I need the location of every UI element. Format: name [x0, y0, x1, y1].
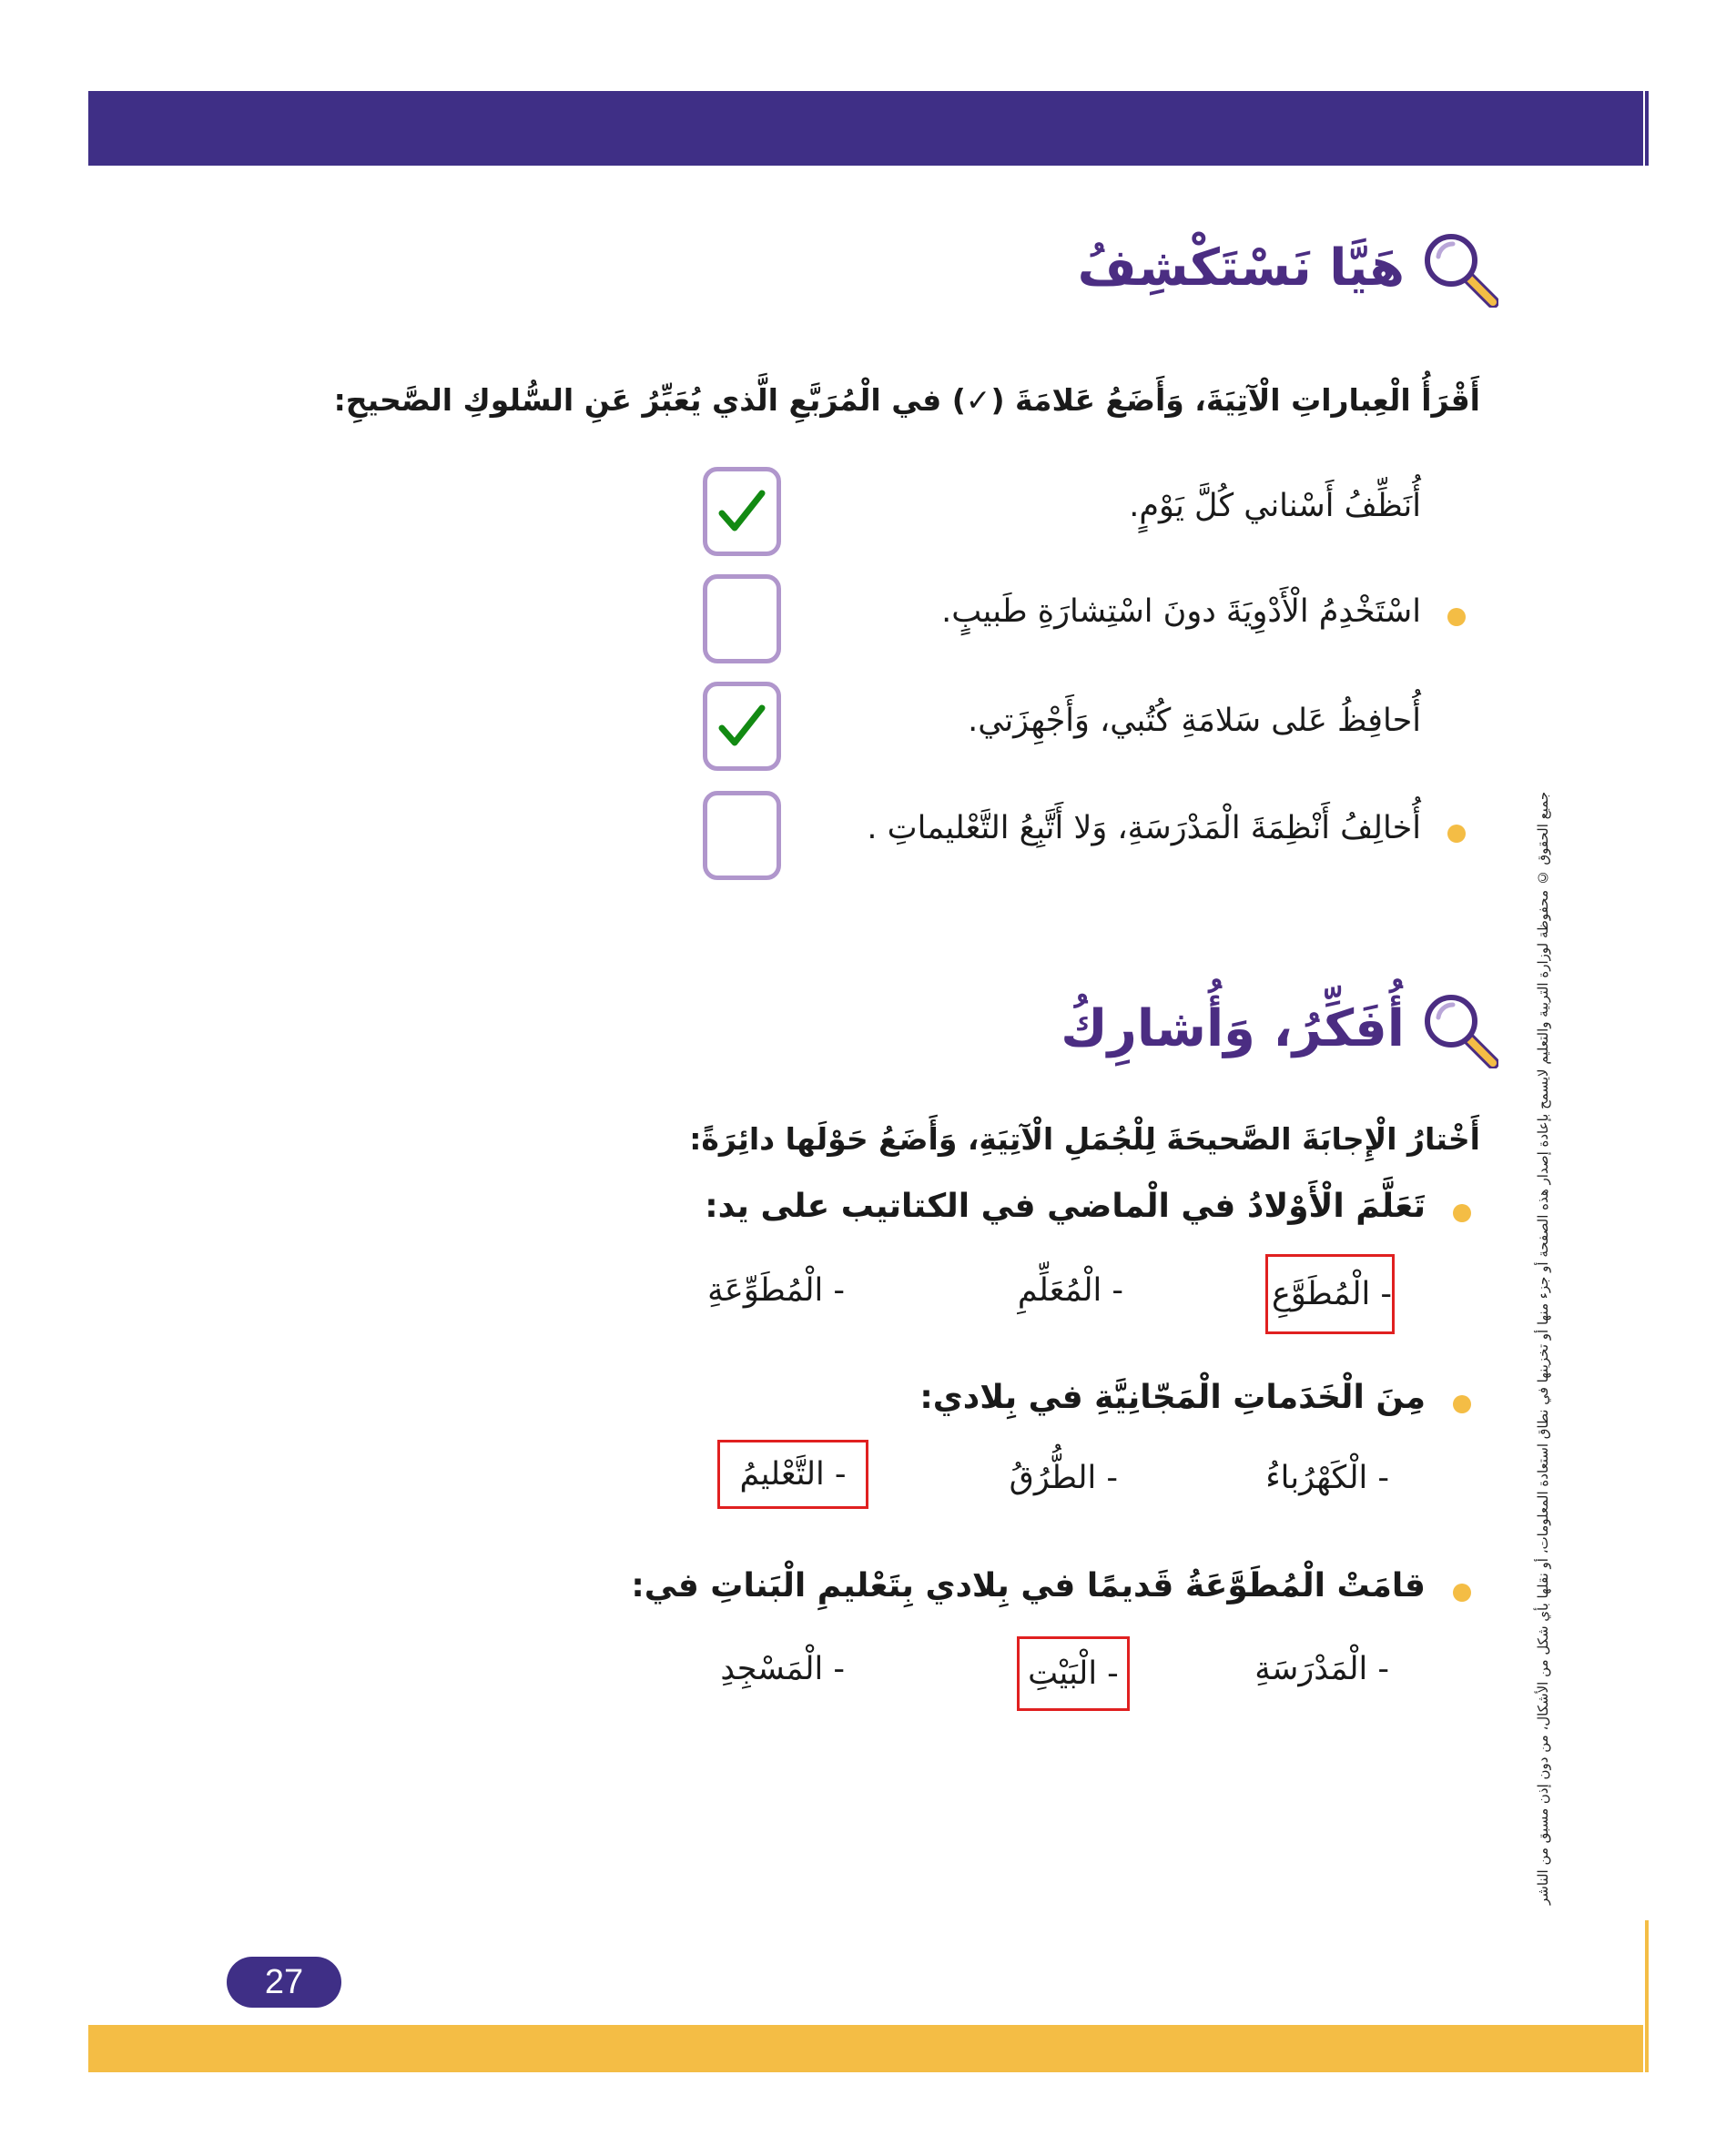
instruction-think-share: أَخْتارُ الْإِجابَةَ الصَّحيحَةَ لِلْجُمَلِ الْآتِيَةِ، وَأَضَعُ حَوْلَها دائِرَةً:	[689, 1121, 1480, 1157]
page-number: 27	[227, 1957, 341, 2008]
item-text-1: أُنَظِّفُ أَسْناني كُلَّ يَوْمٍ.	[1129, 488, 1421, 524]
bullet-icon	[1453, 1204, 1471, 1222]
option-2-1[interactable]: - الْكَهْرُباءُ	[1265, 1460, 1389, 1496]
checkbox-3[interactable]	[703, 682, 781, 771]
bullet-icon	[1453, 1584, 1471, 1602]
bullet-icon	[1447, 608, 1466, 626]
top-banner-edge	[1645, 91, 1649, 166]
checkbox-1[interactable]	[703, 467, 781, 556]
item-text-3: أُحافِظُ عَلى سَلامَةِ كُتُبي، وَأَجْهِزَتي.	[968, 703, 1421, 739]
option-1-1-selected[interactable]: - الْمُطَوَّعِ	[1265, 1254, 1395, 1334]
copyright-note: جميع الحقوق © محفوظة لوزارة التربية والتعليم لايسمح بإعادة إصدار هذه الصفحة أو جزء منها أو تخزينها في نطاق استعادة المعلومات، أو نقلها بأي شكل من الأشكال، من دون إذن مسبق من الناشر	[1535, 792, 1551, 1906]
section-title-think-share: أُفَكِّرُ، وَأُشارِكُ	[1061, 999, 1405, 1058]
top-banner	[88, 91, 1643, 166]
checkmark-icon	[716, 486, 767, 537]
question-1: تَعَلَّمَ الْأَوْلادُ في الْماضي في الكتاتيب على يد:	[705, 1188, 1426, 1225]
bullet-icon	[1453, 1395, 1471, 1413]
option-3-2-selected[interactable]: - الْبَيْتِ	[1017, 1636, 1130, 1711]
option-2-3-selected[interactable]: - التَّعْليمُ	[717, 1440, 868, 1509]
option-2-2[interactable]: - الطُّرُقُ	[1009, 1460, 1118, 1496]
option-1-3[interactable]: - الْمُطَوِّعَةِ	[707, 1272, 845, 1309]
option-3-1[interactable]: - الْمَدْرَسَةِ	[1254, 1651, 1389, 1687]
option-1-2[interactable]: - الْمُعَلِّمِ	[1017, 1272, 1123, 1309]
bottom-banner-edge	[1645, 1920, 1649, 2072]
section-title-explore: هَيَّا نَسْتَكْشِفُ	[1077, 238, 1405, 298]
item-text-2: اسْتَخْدِمُ الْأَدْوِيَةَ دونَ اسْتِشارَةِ طَبيبٍ.	[941, 593, 1421, 630]
item-text-4: أُخالِفُ أَنْظِمَةَ الْمَدْرَسَةِ، وَلا أَتَّبِعُ التَّعْليماتِ .	[867, 810, 1421, 846]
checkbox-4[interactable]	[703, 791, 781, 880]
magnifier-icon	[1420, 990, 1498, 1068]
checkbox-2[interactable]	[703, 574, 781, 663]
bullet-icon	[1447, 825, 1466, 843]
question-2: مِنَ الْخَدَماتِ الْمَجّانِيَّةِ في بِلادي:	[919, 1379, 1426, 1416]
instruction-explore: أَقْرَأُ الْعِباراتِ الْآتِيَةَ، وَأَضَعُ عَلامَةَ (✓) في الْمُرَبَّعِ الَّذي يُعَبِّرُ عَنِ السُّلوكِ الصَّحيحِ:	[333, 382, 1480, 418]
question-3: قامَتْ الْمُطَوَّعَةُ قَديمًا في بِلادي بِتَعْليمِ الْبَناتِ في:	[631, 1567, 1426, 1604]
checkmark-icon	[716, 701, 767, 752]
bottom-banner	[88, 2025, 1643, 2072]
option-3-3[interactable]: - الْمَسْجِدِ	[720, 1651, 845, 1687]
magnifier-icon	[1420, 229, 1498, 308]
